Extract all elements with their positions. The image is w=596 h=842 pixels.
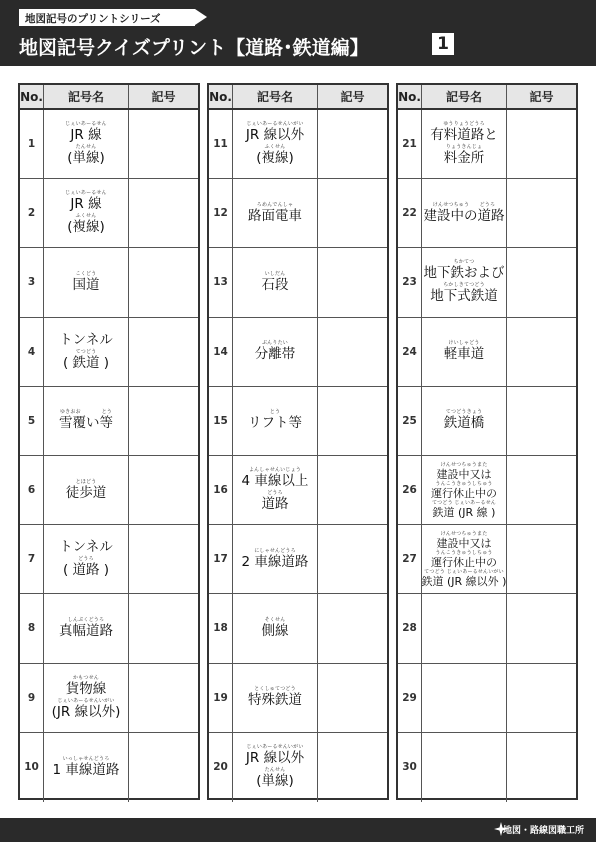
furigana: たんせん — [264, 767, 286, 774]
row-number: 22 — [398, 179, 422, 247]
symbol-name — [422, 733, 507, 802]
symbol-name-text: リフト等 — [248, 415, 302, 432]
table-row — [20, 179, 198, 248]
furigana: けいしゃどう — [448, 340, 480, 347]
symbol-name — [233, 110, 318, 178]
symbol-name — [422, 456, 507, 524]
answer-cell[interactable] — [129, 318, 198, 386]
furigana: ゆうりょうどうろ — [443, 121, 485, 128]
furigana: よんしゃせんいじょう — [248, 467, 301, 474]
table-row — [20, 387, 198, 456]
furigana: てつどう じぇいあーるせんいがい — [424, 568, 504, 575]
symbol-name — [233, 318, 318, 386]
symbol-name-text: 徒歩道 — [65, 484, 107, 501]
furigana: どうろ — [267, 490, 283, 497]
row-number: 2 — [20, 179, 44, 247]
answer-cell[interactable] — [318, 456, 387, 524]
table-row — [398, 525, 576, 594]
symbol-name-text: 特殊鉄道 — [248, 692, 302, 709]
row-number: 18 — [209, 594, 233, 662]
row-number: 13 — [209, 248, 233, 316]
table-row — [209, 387, 387, 456]
symbol-name-text: JR 線 — [70, 127, 102, 144]
furigana: ちかしきてつどう — [443, 282, 485, 289]
series-tag-text: 地図記号のプリントシリーズ — [25, 13, 161, 25]
furigana: りょうきんじょ — [445, 144, 483, 151]
symbol-name-text: 2 車線道路 — [241, 553, 309, 570]
symbol-name-text: 分離帯 — [254, 346, 296, 363]
header-answer: 記号 — [151, 90, 176, 104]
symbol-name-text: 鉄道 (JR 線以外 ) — [421, 574, 507, 588]
answer-cell[interactable] — [129, 733, 198, 802]
table-row — [398, 248, 576, 317]
table-row — [20, 594, 198, 663]
row-number: 20 — [209, 733, 233, 802]
answer-cell[interactable] — [318, 525, 387, 593]
header-name: 記号名 — [422, 85, 507, 108]
symbol-name — [233, 733, 318, 802]
row-number: 15 — [209, 387, 233, 455]
furigana: てつどう — [75, 348, 97, 355]
row-number: 17 — [209, 525, 233, 593]
symbol-name-text: 有料道路と — [430, 127, 498, 144]
header-no: No. — [20, 85, 44, 108]
row-number: 16 — [209, 456, 233, 524]
furigana: かもつせん — [72, 674, 99, 681]
answer-cell[interactable] — [507, 110, 576, 178]
furigana: うんこうきゅうしちゅう — [435, 480, 493, 487]
answer-cell[interactable] — [129, 525, 198, 593]
table-row — [209, 594, 387, 663]
furigana: ふくせん — [264, 144, 286, 151]
furigana: とくしゅてつどう — [254, 686, 296, 693]
header-answer: 記号 — [340, 90, 365, 104]
symbol-name-text: 鉄道 (JR 線 ) — [432, 505, 496, 519]
row-number: 5 — [20, 387, 44, 455]
table-row — [209, 664, 387, 733]
table-header-row — [398, 85, 576, 110]
answer-cell[interactable] — [507, 525, 576, 593]
table-header-row — [209, 85, 387, 110]
quiz-table-3 — [396, 83, 578, 800]
symbol-name-text: 地下鉄および — [423, 265, 505, 282]
header-no: No. — [209, 85, 233, 108]
symbol-name — [44, 594, 129, 662]
answer-cell[interactable] — [507, 248, 576, 316]
symbol-name-text: 石段 — [261, 276, 289, 293]
answer-cell[interactable] — [129, 248, 198, 316]
furigana: とう — [269, 409, 281, 416]
page-number-badge: 1 — [432, 33, 454, 55]
symbol-name — [422, 110, 507, 178]
furigana: じぇいあーるせん — [65, 190, 107, 197]
symbol-name-text: 側線 — [261, 622, 289, 639]
furigana: こくどう — [75, 270, 97, 277]
quiz-table-1 — [18, 83, 200, 800]
table-row — [20, 110, 198, 179]
header-name: 記号名 — [233, 85, 318, 108]
symbol-name-text: 4 車線以上 — [241, 473, 309, 490]
symbol-name — [44, 179, 129, 247]
table-row — [20, 456, 198, 525]
header-bar — [0, 0, 596, 66]
symbol-name-text: 1 車線道路 — [52, 761, 120, 778]
answer-cell[interactable] — [318, 664, 387, 732]
row-number: 30 — [398, 733, 422, 802]
table-row — [398, 594, 576, 663]
table-row — [209, 318, 387, 387]
symbol-name-text: トンネル — [59, 539, 113, 556]
furigana: にしゃせんどうろ — [254, 547, 296, 554]
row-number: 29 — [398, 664, 422, 732]
symbol-name-text: (JR 線以外) — [51, 703, 121, 720]
furigana: じぇいあーるせん — [65, 121, 107, 128]
series-tag — [19, 9, 195, 26]
row-number: 25 — [398, 387, 422, 455]
symbol-name — [44, 733, 129, 802]
symbol-name — [44, 664, 129, 732]
answer-cell[interactable] — [318, 387, 387, 455]
furigana: ろめんでんしゃ — [256, 201, 294, 208]
row-number: 10 — [20, 733, 44, 802]
answer-cell[interactable] — [507, 456, 576, 524]
symbol-name — [422, 179, 507, 247]
symbol-name — [233, 387, 318, 455]
footer-bar — [0, 818, 596, 842]
symbol-name-text: 雪覆い等 — [59, 415, 113, 432]
answer-cell[interactable] — [507, 733, 576, 802]
furigana: てつどうきょう — [445, 409, 483, 416]
symbol-name-text: 運行休止中の — [431, 555, 497, 569]
furigana: けんせつちゅうまた — [440, 461, 488, 468]
furigana: ちかてつ — [453, 259, 475, 266]
furigana: けんせつちゅう どうろ — [432, 201, 496, 208]
answer-cell[interactable] — [507, 664, 576, 732]
table-row — [209, 456, 387, 525]
row-number: 6 — [20, 456, 44, 524]
answer-cell[interactable] — [318, 594, 387, 662]
symbol-name-text: 路面電車 — [248, 207, 302, 224]
symbol-name-text: (単線) — [67, 150, 105, 167]
answer-cell[interactable] — [318, 318, 387, 386]
table-row — [209, 179, 387, 248]
row-number: 11 — [209, 110, 233, 178]
table-row — [20, 733, 198, 802]
symbol-name-text: 運行休止中の — [431, 486, 497, 500]
symbol-name — [422, 525, 507, 593]
symbol-name-text: (単線) — [256, 773, 294, 790]
row-number: 24 — [398, 318, 422, 386]
symbol-name-text: ( 道路 ) — [62, 562, 110, 579]
row-number: 7 — [20, 525, 44, 593]
symbol-name — [44, 387, 129, 455]
symbol-name — [422, 664, 507, 732]
symbol-name-text: JR 線以外 — [245, 750, 305, 767]
symbol-name — [44, 318, 129, 386]
table-row — [398, 456, 576, 525]
symbol-name-text: ( 鉄道 ) — [62, 354, 110, 371]
symbol-name — [233, 664, 318, 732]
furigana: じぇいあーるせんいがい — [246, 744, 304, 751]
symbol-name — [233, 248, 318, 316]
furigana: そくせん — [264, 616, 286, 623]
row-number: 23 — [398, 248, 422, 316]
table-row — [20, 248, 198, 317]
answer-cell[interactable] — [129, 594, 198, 662]
table-header-row — [20, 85, 198, 110]
row-number: 27 — [398, 525, 422, 593]
table-row — [398, 733, 576, 802]
symbol-name-text: 軽車道 — [443, 346, 485, 363]
symbol-name-text: 建設中又は — [436, 467, 492, 481]
row-number: 8 — [20, 594, 44, 662]
symbol-name-text: 真幅道路 — [59, 622, 113, 639]
furigana: ぶんりたい — [261, 340, 288, 347]
symbol-name-text: (複線) — [67, 219, 105, 236]
symbol-name — [44, 248, 129, 316]
header-name: 記号名 — [44, 85, 129, 108]
row-number: 1 — [20, 110, 44, 178]
answer-cell[interactable] — [318, 179, 387, 247]
row-number: 21 — [398, 110, 422, 178]
page-title: 地図記号クイズプリント【道路･鉄道編】 — [19, 37, 369, 59]
symbol-name-text: 貨物線 — [65, 680, 107, 697]
header-no: No. — [398, 85, 422, 108]
header-answer: 記号 — [529, 90, 554, 104]
quiz-table-2 — [207, 83, 389, 800]
table-row — [20, 664, 198, 733]
furigana: じぇいあーるせんいがい — [246, 121, 304, 128]
furigana: けんせつちゅうまた — [440, 530, 488, 537]
row-number: 12 — [209, 179, 233, 247]
symbol-name-text: 鉄道橋 — [443, 415, 485, 432]
table-row — [209, 525, 387, 594]
symbol-name-text: JR 線 — [70, 196, 102, 213]
symbol-name-text: 地下式鉄道 — [430, 288, 498, 305]
symbol-name-text: (複線) — [256, 150, 294, 167]
symbol-name-text: JR 線以外 — [245, 127, 305, 144]
answer-cell[interactable] — [507, 318, 576, 386]
symbol-name — [422, 248, 507, 316]
symbol-name — [422, 387, 507, 455]
answer-cell[interactable] — [507, 387, 576, 455]
symbol-name — [44, 110, 129, 178]
answer-cell[interactable] — [129, 179, 198, 247]
furigana: しんぷくどうろ — [67, 616, 105, 623]
symbol-name — [44, 525, 129, 593]
symbol-name — [233, 525, 318, 593]
furigana: どうろ — [78, 556, 94, 563]
symbol-name — [233, 594, 318, 662]
table-row — [398, 179, 576, 248]
row-number: 14 — [209, 318, 233, 386]
row-number: 28 — [398, 594, 422, 662]
answer-cell[interactable] — [129, 456, 198, 524]
symbol-name-text: 道路 — [261, 496, 289, 513]
furigana: じぇいあーるせんいがい — [57, 697, 115, 704]
furigana: てつどう じぇいあーるせん — [431, 499, 497, 506]
symbol-name-text: 料金所 — [443, 150, 485, 167]
furigana: うんこうきゅうしちゅう — [435, 549, 493, 556]
symbol-name — [422, 318, 507, 386]
answer-cell[interactable] — [318, 248, 387, 316]
answer-cell[interactable] — [318, 110, 387, 178]
furigana: ゆきおお とう — [59, 409, 112, 416]
furigana: ふくせん — [75, 213, 97, 220]
answer-cell[interactable] — [129, 664, 198, 732]
table-row — [209, 110, 387, 179]
table-row — [20, 318, 198, 387]
symbol-name-text: トンネル — [59, 331, 113, 348]
symbol-name-text: 建設中又は — [436, 536, 492, 550]
table-row — [398, 387, 576, 456]
answer-cell[interactable] — [129, 387, 198, 455]
furigana: いしだん — [264, 270, 286, 277]
furigana: いっしゃせんどうろ — [62, 755, 110, 762]
table-row — [209, 733, 387, 802]
row-number: 9 — [20, 664, 44, 732]
row-number: 26 — [398, 456, 422, 524]
footer-credit: 地図・路線図職工所 — [502, 826, 584, 836]
answer-cell[interactable] — [507, 594, 576, 662]
table-row — [398, 110, 576, 179]
symbol-name — [44, 456, 129, 524]
answer-cell[interactable] — [507, 179, 576, 247]
table-row — [20, 525, 198, 594]
symbol-name — [233, 456, 318, 524]
answer-cell[interactable] — [129, 110, 198, 178]
symbol-name-text: 建設中の道路 — [423, 207, 505, 224]
symbol-name — [422, 594, 507, 662]
row-number: 19 — [209, 664, 233, 732]
table-row — [398, 318, 576, 387]
table-row — [209, 248, 387, 317]
row-number: 3 — [20, 248, 44, 316]
furigana: たんせん — [75, 144, 97, 151]
furigana: とほどう — [75, 478, 97, 485]
answer-cell[interactable] — [318, 733, 387, 802]
symbol-name-text: 国道 — [72, 276, 100, 293]
symbol-name — [233, 179, 318, 247]
table-row — [398, 664, 576, 733]
row-number: 4 — [20, 318, 44, 386]
